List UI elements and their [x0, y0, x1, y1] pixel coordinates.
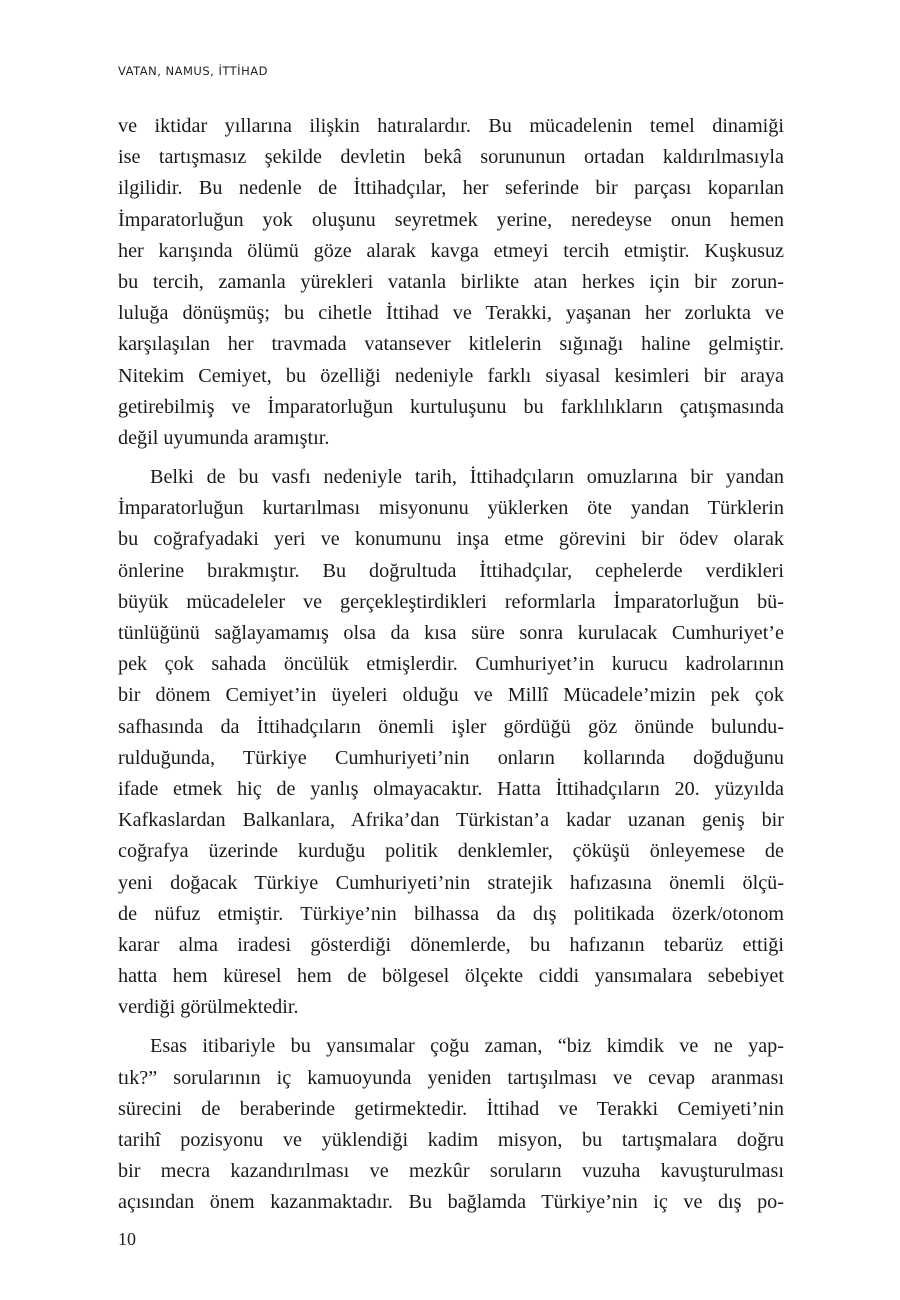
text-line: karar alma iradesi gösterdiği dönemlerde, bu hafızanın tebarüz ettiği	[118, 933, 784, 956]
text-line: İmparatorluğun yok oluşunu seyretmek yerine, neredeyse onun hemen	[118, 208, 784, 231]
text-line: Belki de bu vasfı nedeniyle tarih, İttihadçıların omuzlarına bir yandan	[150, 466, 784, 489]
text-line: tarihî pozisyonu ve yüklendiği kadim misyon, bu tartışmalara doğru	[118, 1129, 784, 1151]
text-line: sürecini de beraberinde getirmektedir. İttihad ve Terakki Cemiyeti’nin	[118, 1097, 784, 1120]
paragraph	[118, 462, 784, 1023]
text-line: Esas itibariyle bu yansımalar çoğu zaman, “biz kimdik ve ne yap-	[150, 1035, 784, 1058]
text-line: tık?” sorularının iç kamuoyunda yeniden tartışılması ve cevap aranması	[118, 1066, 784, 1089]
text-line: yeni doğacak Türkiye Cumhuriyeti’nin stratejik hafızasına önemli ölçü-	[118, 871, 784, 894]
text-line: bir mecra kazandırılması ve mezkûr soruların vuzuha kavuşturulması	[118, 1160, 784, 1183]
paragraph-gap	[118, 454, 784, 462]
text-line: Nitekim Cemiyet, bu özelliği nedeniyle farklı siyasal kesimleri bir araya	[118, 364, 784, 387]
paragraph-gap	[118, 1023, 784, 1031]
text-line: ise tartışmasız şekilde devletin bekâ sorununun ortadan kaldırılmasıyla	[118, 146, 784, 169]
text-line: getirebilmiş ve İmparatorluğun kurtuluşunu bu farklılıkların çatışmasında	[118, 395, 784, 418]
page-number: 10	[118, 1229, 136, 1249]
paragraph	[118, 1031, 784, 1218]
text-line: İmparatorluğun kurtarılması misyonunu yüklerken öte yandan Türklerin	[118, 497, 784, 520]
text-line: ifade etmek hiç de yanlış olmayacaktır. Hatta İttihadçıların 20. yüzyılda	[118, 777, 784, 800]
text-line: de nüfuz etmiştir. Türkiye’nin bilhassa da dış politikada özerk/otonom	[118, 902, 784, 925]
text-line: tünlüğünü sağlayamamış olsa da kısa süre sonra kurulacak Cumhuriyet’e	[118, 622, 784, 644]
text-line: pek çok sahada öncülük etmişlerdir. Cumhuriyet’in kurucu kadrolarının	[118, 653, 784, 676]
text-line: bu tercih, zamanla yürekleri vatanla birlikte atan herkes için bir zorun-	[118, 270, 784, 293]
paragraph	[118, 111, 784, 454]
text-line: büyük mücadeleler ve gerçekleştirdikleri reformlarla İmparatorluğun bü-	[118, 590, 784, 613]
body-text	[118, 111, 784, 1219]
text-line: ilgilidir. Bu nedenle de İttihadçılar, her seferinde bir parçası koparılan	[118, 177, 784, 200]
text-line: rulduğunda, Türkiye Cumhuriyeti’nin onların kollarında doğduğunu	[118, 746, 784, 769]
text-line: her karışında ölümü göze alarak kavga etmeyi tercih etmiştir. Kuşkusuz	[118, 239, 784, 262]
text-line: bir dönem Cemiyet’in üyeleri olduğu ve Millî Mücadele’mizin pek çok	[118, 684, 784, 707]
text-line: karşılaşılan her travmada vatansever kitlelerin sığınağı haline gelmiştir.	[118, 333, 784, 356]
text-line: hatta hem küresel hem de bölgesel ölçekte ciddi yansımalara sebebiyet	[118, 965, 784, 988]
text-line: coğrafya üzerinde kurduğu politik denklemler, çöküşü önleyemese de	[118, 840, 784, 863]
text-line: önlerine bırakmıştır. Bu doğrultuda İttihadçılar, cephelerde verdikleri	[118, 559, 784, 582]
text-line: Kafkaslardan Balkanlara, Afrika’dan Türkistan’a kadar uzanan geniş bir	[118, 809, 784, 832]
text-line: ve iktidar yıllarına ilişkin hatıralardır. Bu mücadelenin temel dinamiği	[118, 115, 784, 137]
text-line: safhasında da İttihadçıların önemli işler gördüğü göz önünde bulundu-	[118, 715, 784, 738]
text-line: açısından önem kazanmaktadır. Bu bağlamda Türkiye’nin iç ve dış po-	[118, 1191, 784, 1214]
text-line: bu coğrafyadaki yeri ve konumunu inşa etme görevini bir ödev olarak	[118, 528, 784, 551]
running-header: VATAN, NAMUS, İTTİHAD	[118, 64, 268, 78]
text-line: değil uyumunda aramıştır.	[118, 426, 330, 449]
text-line: luluğa dönüşmüş; bu cihetle İttihad ve Terakki, yaşanan her zorlukta ve	[118, 302, 784, 325]
text-line: verdiği görülmektedir.	[118, 996, 299, 1019]
